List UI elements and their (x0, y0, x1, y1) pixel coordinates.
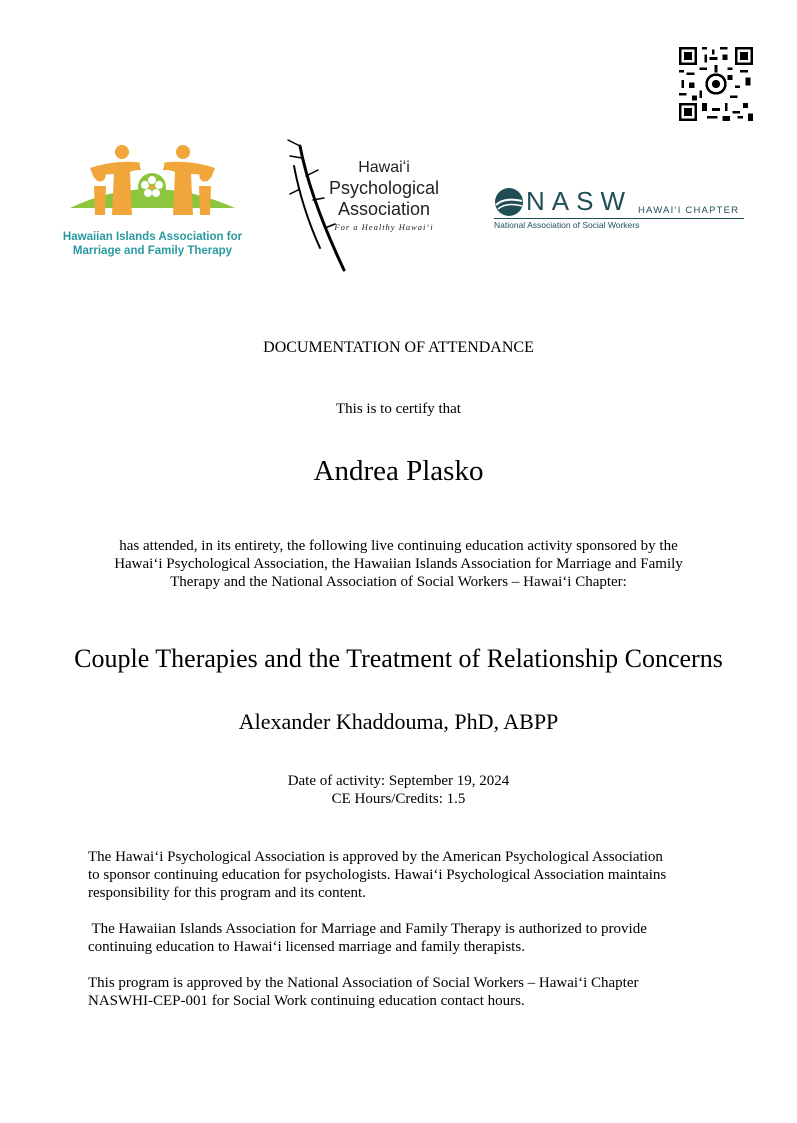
nasw-logo-chapter: HAWAIʻI CHAPTER (638, 205, 740, 216)
family-icon (50, 140, 255, 225)
paragraph-line: This program is approved by the National Association of Social Workers – Hawaiʻi Chapter (88, 975, 639, 991)
attendance-line: has attended, in its entirety, the following live continuing education activity sponsored by the (119, 538, 678, 554)
hpa-logo-line3: Association (337, 199, 431, 219)
hpa-logo (280, 138, 450, 273)
activity-date: Date of activity: September 19, 2024 (287, 773, 510, 789)
document-title: DOCUMENTATION OF ATTENDANCE (263, 339, 534, 356)
hpa-logo-line1: Hawaiʻi (358, 159, 410, 176)
qr-code-icon (679, 47, 753, 121)
paragraph-line: responsibility for this program and its content. (88, 885, 366, 901)
nasw-logo-subtitle: National Association of Social Workers (494, 220, 640, 230)
certify-text: This is to certify that (336, 401, 461, 417)
hpa-logo-tagline: For a Healthy Hawaiʻi (334, 222, 434, 232)
hpa-logo-line2: Psychological (328, 178, 440, 198)
paragraph-line: to sponsor continuing education for psychologists. Hawaiʻi Psychological Association maintains (88, 867, 667, 883)
paragraph-line: The Hawaiʻi Psychological Association is approved by the American Psychological Association (88, 849, 663, 865)
himft-logo (50, 140, 255, 265)
paragraph-line: continuing education to Hawaiʻi licensed marriage and family therapists. (88, 939, 525, 955)
himft-logo-line2: Marriage and Family Therapy (72, 245, 233, 257)
himft-logo-line1: Hawaiian Islands Association for (62, 231, 243, 243)
paragraph-line: The Hawaiian Islands Association for Marriage and Family Therapy is authorized to provide (88, 921, 647, 937)
presenter-name: Alexander Khaddouma, PhD, ABPP (238, 709, 559, 734)
apa-approval-paragraph (88, 848, 728, 902)
attendance-line: Hawaiʻi Psychological Association, the Hawaiian Islands Association for Marriage and Family (114, 556, 683, 572)
attendance-line: Therapy and the National Association of Social Workers – Hawaiʻi Chapter: (170, 574, 627, 590)
activity-details (0, 772, 797, 808)
nasw-logo-name: NASW (526, 186, 632, 216)
paragraph-line: NASWHI-CEP-001 for Social Work continuing education contact hours. (88, 993, 525, 1009)
course-title: Couple Therapies and the Treatment of Relationship Concerns (74, 644, 723, 673)
nasw-approval-paragraph (88, 974, 728, 1010)
nasw-logo (492, 183, 747, 233)
ce-credits: CE Hours/Credits: 1.5 (331, 791, 466, 807)
recipient-name: Andrea Plasko (313, 455, 484, 487)
attendance-statement (80, 537, 717, 591)
nasw-wave-icon (494, 187, 524, 217)
himft-approval-paragraph (88, 920, 728, 956)
